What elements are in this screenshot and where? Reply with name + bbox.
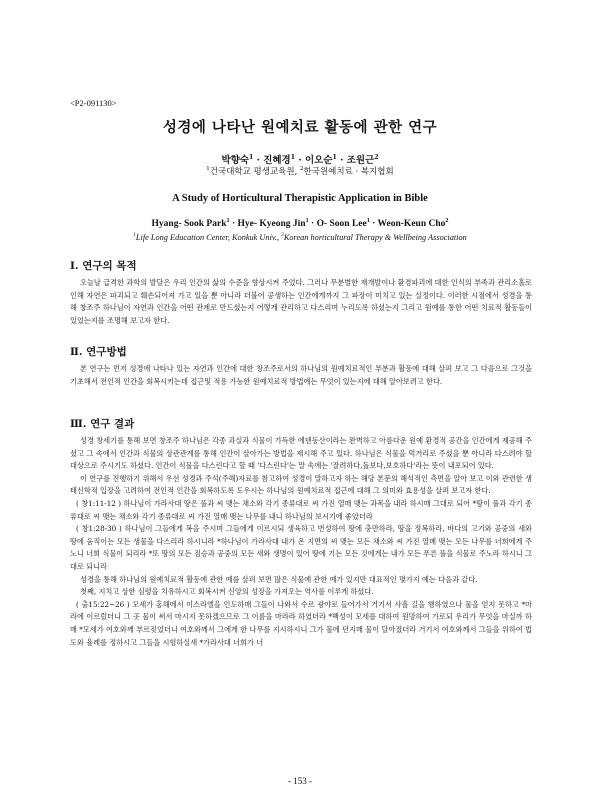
english-authors <box>0 219 600 229</box>
en-author-1: Hyang- Sook Park <box>151 219 227 229</box>
en-author-4-affil: 2 <box>445 217 449 224</box>
english-title: A Study of Horticultural Therapistic Application in Bible <box>172 193 428 204</box>
paper-code: <P2-091130> <box>70 98 117 108</box>
en-affil-2-marker: 2 <box>281 232 284 239</box>
en-affil-1-text: Life Long Education Center, Konkuk Univ., <box>135 233 282 242</box>
scripture-quote: ( 출15:22~26 ) 모세가 홍해에서 이스라엘을 인도하매 그들이 나와서 수르 광야로 들어가서 거기서 사흘 길을 행하였으나 물을 얻지 못하고 *마라에 이르렀더니 그 곳 물이 써서 마시지 못하겠으므로 그 이름을 마라라 하였더라 *백성이 모세를 대하여 원망하여 가로되 우리가 무엇을 마실까 하매 *모세가 여호와께 부르짖었더니 여호와께서 그에게 한 나무를 지시하시니 그가 물에 던지매 물이 달아졌더라 거기서 여호와께서 그들을 위하여 법도와 율례를 정하시고 그들을 시험하실새 *가라사대 너희가 너 <box>70 599 532 647</box>
en-author-4: Weon-Keun Cho <box>377 219 446 229</box>
en-author-3-affil: 1 <box>366 217 370 224</box>
affil-1-marker: 1 <box>206 166 210 173</box>
section-heading: Ⅲ. 연구 결과 <box>70 418 135 430</box>
paragraph: 이 연구를 진행하기 위해서 우선 성경과 주석(주해)자료를 참고하여 성경이 말하고자 하는 해당 본문의 해석적인 측면을 알아 보고 이와 관련한 생태신학적 입장을 고려하여 전인적 인간을 회복하도록 도우시는 하나님의 원예치료적 접근에 대해 그 의미와 효용성을 살펴 보고자 한다. <box>70 473 532 496</box>
en-affil-2-text: Korean horticultural Therapy & Wellbeing Association <box>283 233 467 242</box>
en-author-2: Hye- Kyeong Jin <box>237 219 306 229</box>
affil-2-marker: 2 <box>300 166 304 173</box>
section-heading: Ⅰ. 연구의 목적 <box>70 260 137 272</box>
page-number: - 153 - <box>288 776 312 786</box>
author-4-affil: 2 <box>374 153 379 161</box>
korean-affiliations <box>0 165 600 177</box>
section-method <box>70 344 532 388</box>
paragraph: 첫째, 지치고 상한 심령을 치유하시고 회복시켜 신앙의 성장을 가져오는 역사를 이루게 하셨다. <box>80 587 374 597</box>
author-separator: · <box>253 155 264 166</box>
author-3-affil: 1 <box>332 153 337 161</box>
paragraph: 본 연구는 먼저 성경에 나타나 있는 자연과 인간에 대한 창조주로서의 하나님의 원예치료적인 부분과 활동에 대해 살펴 보고 그 다음으로 그것을 기초해서 전인적 인간을 회복시키는데 접근및 적용 가능한 원예치료적 방법에는 무엇이 있는지에 대해 알아보려고 한다. <box>70 364 532 386</box>
en-author-2-affil: 1 <box>305 217 309 224</box>
author-1: 박향숙 <box>221 155 249 166</box>
scripture-quote: ( 창1:11-12 ) 하나님이 가라사대 땅은 풀과 씨 맺는 채소와 각기 종류대로 씨 가진 열매 맺는 과목을 내라 하시매 그대로 되어 *땅이 풀과 각기 종류대로 씨 맺는 채소와 각기 종류대로 씨 가진 열매 맺는 나무를 내니 하나님의 보시기에 좋았더라 <box>70 498 532 521</box>
scripture-quote: ( 창1:28-30 ) 하나님이 그들에게 복을 주시며 그들에게 이르시되 생육하고 번성하여 땅에 충만하라, 땅을 정복하라, 바다의 고기와 공중의 새와 땅에 움직이는 모든 생물을 다스리라 하시니라 *하나님이 가라사대 내가 온 지면의 씨 맺는 모든 채소와 씨 가진 열매 맺는 모든 나무를 너희에게 주노니 너희 식물이 되리라 *또 땅의 모든 짐승과 공중의 모든 새와 생명이 있어 땅에 기는 모든 것에게는 내가 모든 푸른 풀을 식물로 주노라 하시니 그대로 되니라 <box>70 524 532 571</box>
en-affil-1-marker: 1 <box>133 232 136 239</box>
author-separator: · <box>369 219 378 229</box>
author-3: 이오순 <box>304 155 333 166</box>
author-1-affil: 1 <box>248 153 254 161</box>
author-4: 조원근 <box>346 155 375 166</box>
author-separator: · <box>295 155 305 166</box>
author-2-affil: 1 <box>290 153 296 161</box>
paragraph: 성경을 통해 하나님의 원예치료적 활동에 관한 예를 살펴 보면 많은 식물에 관한 예가 있지만 대표적인 몇가지 예는 다음과 같다. <box>80 574 478 584</box>
en-author-1-affil: 1 <box>226 217 230 224</box>
author-separator: · <box>229 219 238 229</box>
author-separator: · <box>308 219 317 229</box>
author-2: 진혜경 <box>263 155 291 166</box>
section-purpose <box>70 258 532 327</box>
affil-1-text: 건국대학교 평생교육원, <box>209 167 300 177</box>
section-results <box>70 416 532 649</box>
paragraph: 성경 창세기를 통해 보면 창조주 하나님은 각종 과실과 식물이 가득한 에덴동산이라는 완벽하고 아름다운 원예 환경적 공간을 인간에게 제공해 주셨고 그 속에서 인간과 식물의 상관관계를 통해 인간이 살아가는 방법을 제시해 주고 있다. 하나님은 식물을 먹거리로 주셨을 뿐 아니라 다스려야 할 대상으로 주시기도 하셨다. 인간이 식물을 다스린다고 할 때 '다스린다'는 말 속에는 '잘려하다,돌보다,보호하다'라는 뜻이 내포되어 있다. <box>70 436 532 471</box>
author-separator: · <box>336 155 347 166</box>
paragraph: 오늘날 급격한 과학의 발달은 우리 인간의 삶의 수준을 향상시켜 주었다. 그러나 무분별한 재개발이나 환경파괴에 대한 인식의 부족과 관리소홀로 인해 자연은 파괴되고 훼손되어져 가고 있을 뿐 아니라 더불어 공생하는 인간에게까지 그 파장이 미치고 있는 실정이다. 이러한 시점에서 성경을 통해 창조주 하나님이 자연과 인간을 어떤 관계로 만드셨는지 어떻게 관리하고 다스리며 누리도록 하셨는지 그리고 원예를 통한 어떤 치료적 활동들이 있었는지를 조명해 보고자 한다. <box>70 278 532 325</box>
en-author-3: O- Soon Lee <box>316 219 367 229</box>
korean-authors <box>0 152 600 166</box>
affil-2-text: 한국원예치료 · 복지협회 <box>303 167 394 177</box>
english-affiliations <box>0 233 600 242</box>
section-heading: Ⅱ. 연구방법 <box>70 346 127 358</box>
korean-title: 성경에 나타난 원예치료 활동에 관한 연구 <box>162 119 438 136</box>
